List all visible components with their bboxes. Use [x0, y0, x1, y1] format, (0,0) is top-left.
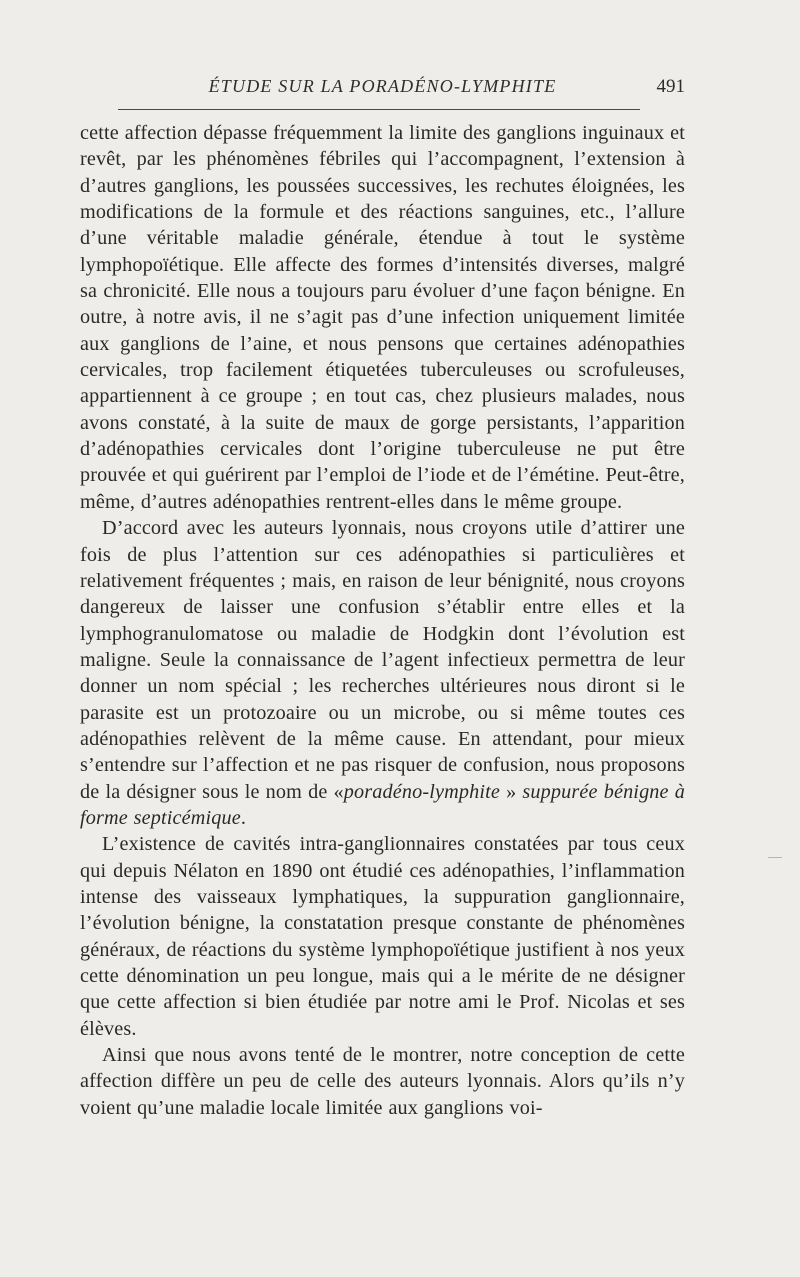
header-rule	[118, 109, 640, 110]
disease-descriptor: suppurée bénigne à forme septicémique	[80, 780, 686, 829]
closing-quote: »	[499, 780, 523, 803]
paragraph-2	[80, 515, 685, 831]
margin-mark	[768, 857, 782, 858]
page-header	[80, 76, 685, 102]
paragraph-3: L’existence de cavités intra-ganglionnaires constatées par tous ceux qui depuis Nélaton en 1890 ont étudié ces adénopathies, l’inflammation intense des vaisseaux lymphatiques, la suppuration ganglionnaire, l’évolution bénigne, la constatation presque constante de phénomènes généraux, de réactions du système lymphopoïétique justifient à nos yeux cette dénomination un peu longue, mais qui a le mérite de ne désigner que cette affection si bien étudiée par notre ami le Prof. Nicolas et ses élèves.	[80, 833, 685, 1040]
page-number: 491	[656, 76, 685, 97]
disease-name: poradéno-lymphite	[343, 780, 500, 803]
paragraph-2-end: .	[240, 806, 247, 829]
paragraph-4: Ainsi que nous avons tenté de le montrer, notre conception de cette affection diffère un peu de celle des auteurs lyonnais. Alors qu’ils n’y voient qu’une maladie locale limitée aux ganglions voi-	[80, 1044, 685, 1119]
paragraph-1: cette affection dépasse fréquemment la limite des ganglions inguinaux et revêt, par les phénomènes fébriles qui l’accompagnent, l’extension à d’autres ganglions, les poussées successives, les rechutes éloignées, les modifications de la formule et des réactions sanguines, etc., l’allure d’une véritable maladie générale, étendue à tout le système lymphopoïétique. Elle affecte des formes d’intensités diverses, malgré sa chronicité. Elle nous a toujours paru évoluer d’une façon bénigne. En outre, à notre avis, il ne s’agit pas d’une infection uniquement limitée aux ganglions de l’aine, et nous pensons que certaines adénopathies cervicales, trop facilement étiquetées tuberculeuses ou scrofuleuses, appartiennent à ce groupe ; en tout cas, chez plusieurs malades, nous avons constaté, à la suite de maux de gorge persistants, l’apparition d’adénopathies cervicales dont l’origine tuberculeuse ne put être prouvée et qui guérirent par l’emploi de l’iode et de l’émétine. Peut-être, même, d’autres adénopathies rentrent-elles dans le même groupe.	[80, 122, 685, 513]
running-title: ÉTUDE SUR LA PORADÉNO-LYMPHITE	[208, 76, 557, 96]
paragraph-2-text: D’accord avec les auteurs lyonnais, nous croyons utile d’attirer une fois de plus l’attention sur ces adénopathies si particulières et relativement fréquentes ; mais, en raison de leur bénignité, nous croyons dangereux de laisser une confusion s’établir entre elles et la lymphogranulomatose ou maladie de Hodgkin dont l’évolution est maligne. Seule la connaissance de l’agent infectieux permettra de leur donner un nom spécial ; les recherches ultérieures nous diront si le parasite est un protozoaire ou un microbe, ou si même toutes ces adénopathies relèvent de la même cause. En attendant, pour mieux s’entendre sur l’affection et ne pas risquer de confusion, nous proposons de la désigner sous le nom de «	[80, 517, 685, 803]
body-text	[80, 120, 685, 1121]
